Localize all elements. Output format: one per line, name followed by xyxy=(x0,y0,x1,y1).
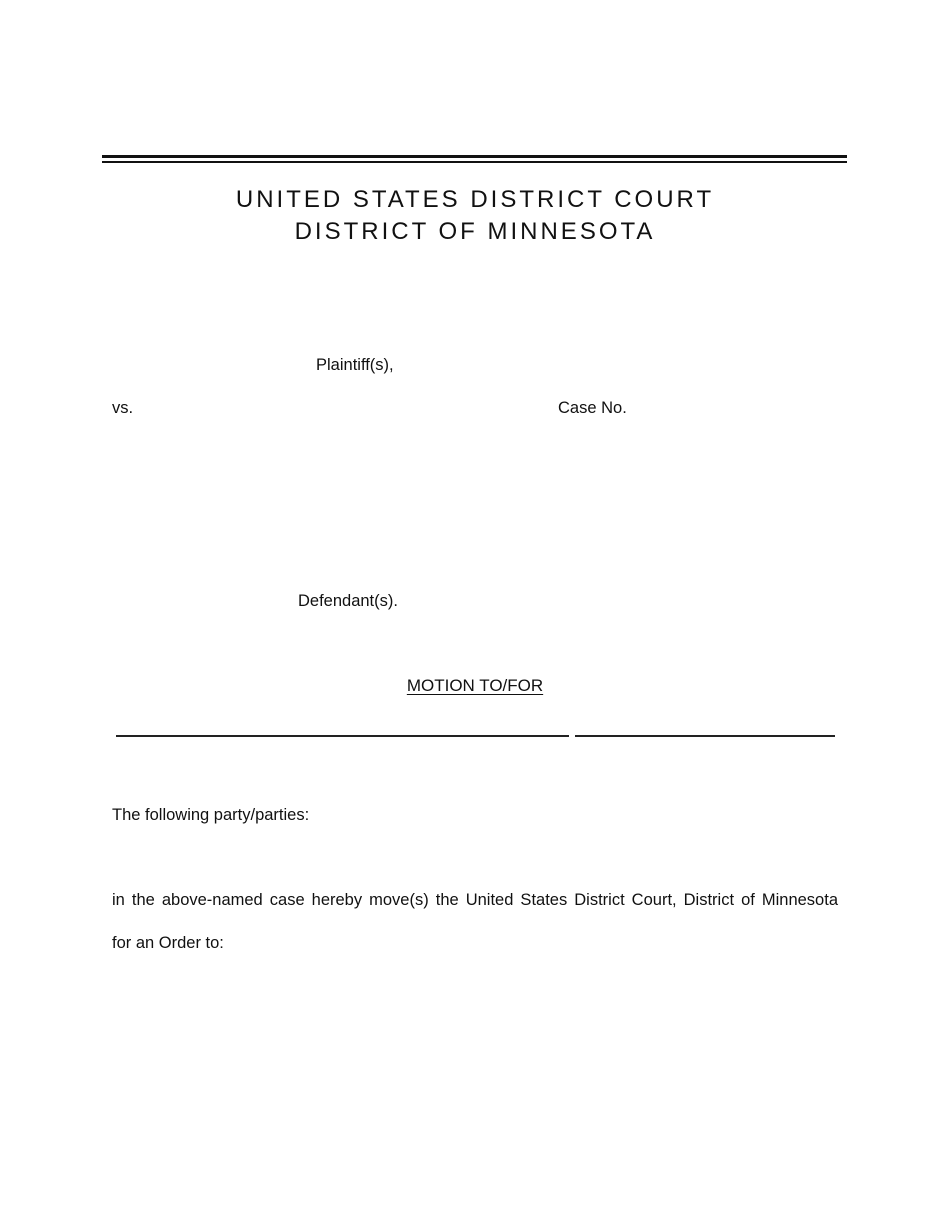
move-text: in the above-named case hereby move(s) the United States District Court, District of Minnesota xyxy=(112,891,838,909)
defendant-label: Defendant(s). xyxy=(298,592,398,610)
header-double-rule xyxy=(102,155,847,165)
parties-intro-text: The following party/parties: xyxy=(112,806,310,824)
motion-subject-line-right[interactable] xyxy=(575,735,835,737)
motion-title xyxy=(0,675,950,697)
case-number-label: Case No. xyxy=(558,399,627,417)
court-name-heading: UNITED STATES DISTRICT COURT xyxy=(235,186,715,213)
vs-label: vs. xyxy=(112,399,134,417)
rule-line-bottom xyxy=(102,161,847,163)
motion-title-text: MOTION TO/FOR xyxy=(406,676,544,695)
rule-line-top xyxy=(102,155,847,158)
district-heading: DISTRICT OF MINNESOTA xyxy=(294,218,656,245)
order-text: for an Order to: xyxy=(112,934,224,952)
motion-subject-line-left[interactable] xyxy=(116,735,569,737)
plaintiff-label: Plaintiff(s), xyxy=(316,356,394,374)
